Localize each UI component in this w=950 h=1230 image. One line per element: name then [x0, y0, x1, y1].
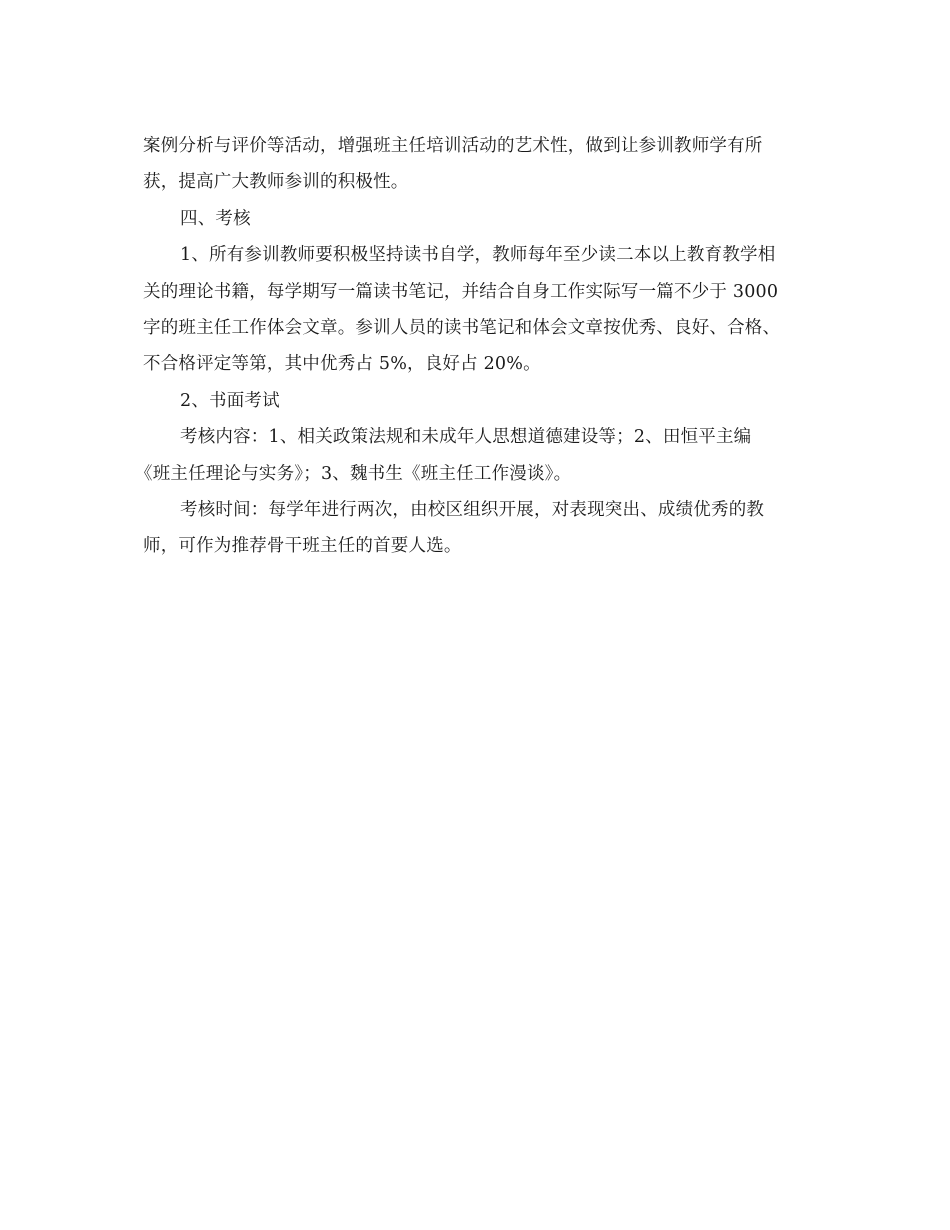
item1-line-2: 关的理论书籍，每学期写一篇读书笔记，并结合自身工作实际写一篇不少于 3000 — [143, 281, 779, 302]
item1-line-1: 1、所有参训教师要积极坚持读书自学，教师每年至少读二本以上教育教学相 — [180, 245, 776, 266]
intro-paragraph-line-2: 获，提高广大教师参训的积极性。 — [143, 172, 409, 193]
section-heading-assessment: 四、考核 — [180, 208, 251, 229]
exam-content-line-2: 《班主任理论与实务》；3、魏书生《班主任工作漫谈》。 — [135, 463, 572, 484]
item1-line-3: 字的班主任工作体会文章。参训人员的读书笔记和体会文章按优秀、良好、合格、 — [143, 317, 781, 338]
document-body — [135, 128, 813, 565]
exam-content-line-1: 考核内容：1、相关政策法规和未成年人思想道德建设等；2、田恒平主编 — [180, 427, 752, 448]
exam-time-line-1: 考核时间：每学年进行两次，由校区组织开展，对表现突出、成绩优秀的教 — [180, 499, 765, 520]
intro-paragraph-line-1: 案例分析与评价等活动，增强班主任培训活动的艺术性，做到让参训教师学有所 — [143, 136, 763, 156]
item2-heading: 2、书面考试 — [180, 390, 280, 411]
exam-time-line-2: 师，可作为推荐骨干班主任的首要人选。 — [143, 536, 462, 557]
item1-line-4: 不合格评定等第，其中优秀占 5%，良好占 20%。 — [143, 354, 541, 375]
